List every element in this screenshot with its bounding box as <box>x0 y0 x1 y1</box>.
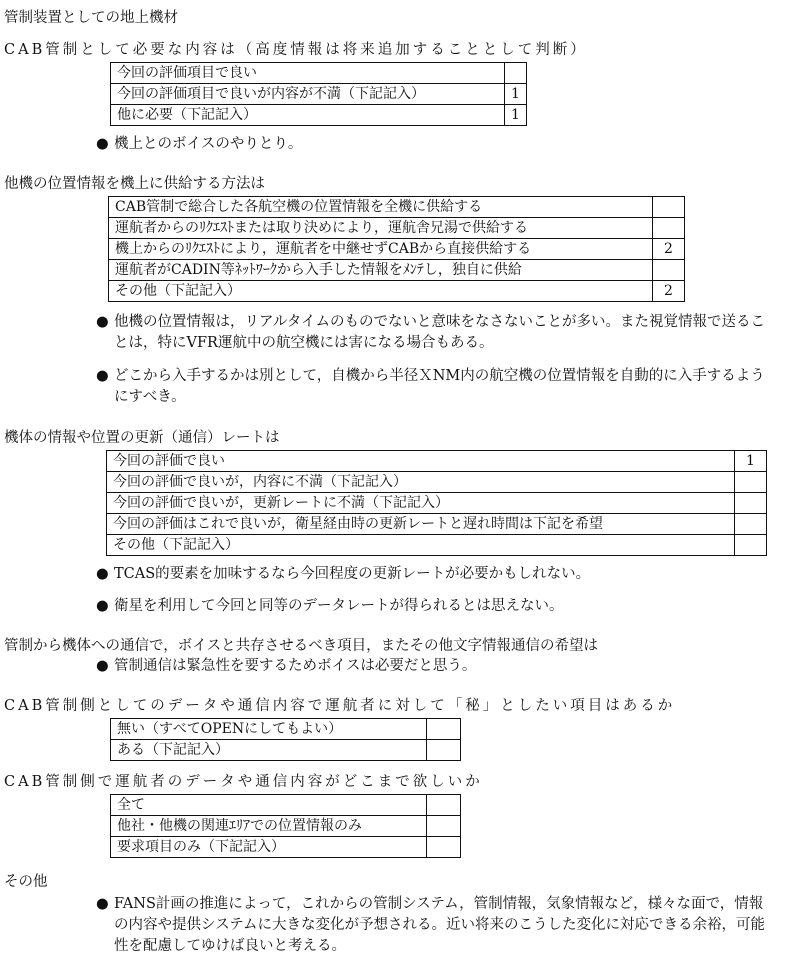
option-value <box>427 719 461 740</box>
option-label: 今回の評価で良いが，更新レートに不満（下記記入） <box>107 493 735 514</box>
option-value <box>427 816 461 837</box>
option-label: 機上からのﾘｸｴｽﾄにより，運航者を中継せずCABから直接供給する <box>109 239 653 260</box>
comment-bullet: ● 管制通信は緊急性を要するためボイスは必要だと思う。 <box>96 656 772 677</box>
option-value <box>653 218 685 239</box>
table-row <box>107 535 767 556</box>
option-value <box>735 493 767 514</box>
option-value: 1 <box>735 451 767 472</box>
table-row <box>107 493 767 514</box>
options-table-cab-content <box>110 62 527 126</box>
option-label: 他社・他機の関連ｴﾘｱでの位置情報のみ <box>111 816 427 837</box>
page-title: 管制装置としての地上機材 <box>4 10 178 26</box>
option-label: 運航者からのﾘｸｴｽﾄまたは取り決めにより，運航舎兄湯で供給する <box>109 218 653 239</box>
table-row <box>107 451 767 472</box>
table-row <box>109 197 685 218</box>
table-row <box>107 514 767 535</box>
comment-bullet: ● 衛星を利用して今回と同等のデータレートが得られるとは思えない。 <box>96 596 772 617</box>
bullet-dot-icon: ● <box>96 136 109 152</box>
option-value: 1 <box>505 84 527 105</box>
comment-bullet: ● どこから入手するかは別として，自機から半径ＸNM内の航空機の位置情報を自動的に入手するようにすべき。 <box>96 368 765 405</box>
option-value <box>427 740 461 761</box>
question-other: その他 <box>4 874 48 890</box>
table-row <box>109 218 685 239</box>
comment-bullet: ● FANS計画の推進によって，これからの管制システム，管制情報，気象情報など，様々な面で，情報の内容や提供システムに大きな変化が予想される。近い将来のこうした変化に対応できる余裕，可能性を配慮してゆけば良いと考える。 <box>96 896 766 954</box>
option-label: 今回の評価項目で良いが内容が不満（下記記入） <box>111 84 505 105</box>
option-value <box>653 197 685 218</box>
option-label: その他（下記記入） <box>109 281 653 302</box>
options-table-update-rate <box>106 450 767 556</box>
option-label: 運航者がCADIN等ﾈｯﾄﾜｰｸから入手した情報をﾒﾝﾃし，独自に供給 <box>109 260 653 281</box>
option-label: 今回の評価項目で良い <box>111 63 505 84</box>
option-label: 今回の評価で良いが，内容に不満（下記記入） <box>107 472 735 493</box>
option-label: CAB管制で総合した各航空機の位置情報を全機に供給する <box>109 197 653 218</box>
option-value: 2 <box>653 281 685 302</box>
option-label: 要求項目のみ（下記記入） <box>111 837 427 858</box>
table-row <box>109 281 685 302</box>
table-row <box>111 837 461 858</box>
question-secret-items: CAB管制側としてのデータや通信内容で運航者に対して「秘」としたい項目はあるか <box>4 698 676 714</box>
table-row <box>109 260 685 281</box>
table-row <box>111 719 461 740</box>
option-value: 1 <box>505 105 527 126</box>
option-value: 2 <box>653 239 685 260</box>
option-label: ある（下記記入） <box>111 740 427 761</box>
option-value <box>505 63 527 84</box>
comment-bullet: ● 他機の位置情報は，リアルタイムのものでないと意味をなさないことが多い。また視覚情報で送ることは，特にVFR運航中の航空機には害になる場合もある。 <box>96 314 766 351</box>
option-value <box>735 472 767 493</box>
comment-bullet: ● TCAS的要素を加味するなら今回程度の更新レートが必要かもしれない。 <box>96 564 772 585</box>
question-position-supply: 他機の位置情報を機上に供給する方法は <box>4 176 265 192</box>
table-row <box>111 816 461 837</box>
table-row <box>107 472 767 493</box>
question-update-rate: 機体の情報や位置の更新（通信）レートは <box>4 430 280 446</box>
bullet-dot-icon: ● <box>96 896 109 912</box>
option-label: 他に必要（下記記入） <box>111 105 505 126</box>
option-label: 今回の評価で良い <box>107 451 735 472</box>
question-cab-content: CAB管制として必要な内容は（高度情報は将来追加することとして判断） <box>4 42 588 58</box>
options-table-position-supply <box>108 196 685 302</box>
options-table-operator-data <box>110 794 461 858</box>
option-value <box>735 514 767 535</box>
bullet-dot-icon: ● <box>96 368 109 384</box>
option-label: 全て <box>111 795 427 816</box>
comment-bullet: ● 機上とのボイスのやりとり。 <box>96 134 756 155</box>
option-value <box>427 795 461 816</box>
table-row <box>111 63 527 84</box>
bullet-dot-icon: ● <box>96 566 109 582</box>
table-row <box>111 795 461 816</box>
table-row <box>111 105 527 126</box>
option-value <box>735 535 767 556</box>
option-value <box>653 260 685 281</box>
question-voice-coexist: 管制から機体への通信で，ボイスと共存させるべき項目，またその他文字情報通信の希望は <box>4 638 599 654</box>
table-row <box>109 239 685 260</box>
options-table-secret-items <box>110 718 461 761</box>
bullet-dot-icon: ● <box>96 658 109 674</box>
table-row <box>111 84 527 105</box>
option-value <box>427 837 461 858</box>
option-label: 今回の評価はこれで良いが，衛星経由時の更新レートと遅れ時間は下記を希望 <box>107 514 735 535</box>
option-label: その他（下記記入） <box>107 535 735 556</box>
question-operator-data: CAB管制側で運航者のデータや通信内容がどこまで欲しいか <box>4 774 483 790</box>
table-row <box>111 740 461 761</box>
bullet-dot-icon: ● <box>96 598 109 614</box>
option-label: 無い（すべてOPENにしてもよい） <box>111 719 427 740</box>
bullet-dot-icon: ● <box>96 314 109 330</box>
